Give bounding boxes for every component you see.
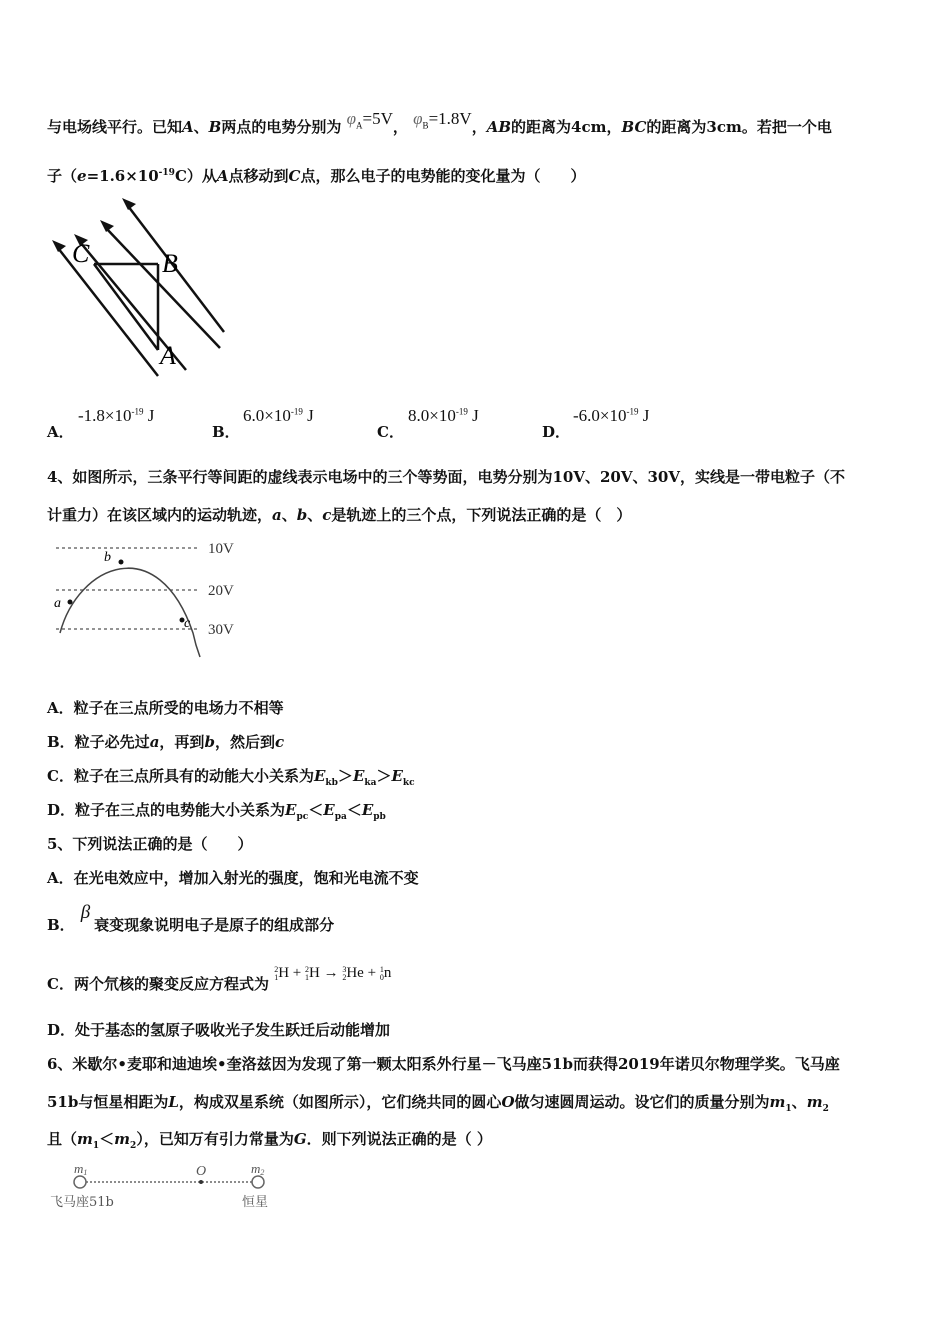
equipotential-figure	[48, 535, 248, 660]
electric-field-figure	[48, 198, 233, 380]
q5-stem: 5、下列说法正确的是（ ）	[47, 835, 253, 853]
q6-stem-line2: 51b与恒星相距为L，构成双星系统（如图所示），它们绕共同的圆心O做匀速圆周运动。设它们的质量分别为$m_1$、$m_2$	[47, 1093, 829, 1114]
q4-option-c[interactable]: C．粒子在三点所具有的动能大小关系为$E_{kb}>E_{ka}>E_{kc}$	[47, 767, 415, 788]
label-b: b	[104, 550, 111, 565]
q4-option-b[interactable]: B．粒子必先过a，再到b，然后到c	[47, 733, 285, 751]
star-m2	[252, 1176, 264, 1188]
label-c: C	[72, 239, 90, 268]
label-m1: m1	[74, 1161, 88, 1177]
q4-stem-line2: 计重力）在该区域内的运动轨迹，a、b、c是轨迹上的三个点，下列说法正确的是（ ）	[47, 506, 632, 524]
label-star: 恒星	[242, 1195, 269, 1210]
label-30v: 30V	[208, 622, 234, 638]
q5-option-d[interactable]: D．处于基态的氢原子吸收光子发生跃迁后动能增加	[47, 1021, 391, 1039]
beta-symbol: β	[80, 902, 91, 923]
q3-option-a-value[interactable]: $-1.8\times 10^{-19}$ J	[78, 406, 155, 425]
particle-trajectory	[60, 568, 200, 657]
label-c: c	[184, 616, 191, 631]
q3-option-b-letter[interactable]: B．	[212, 423, 240, 441]
q4-option-d[interactable]: D．粒子在三点的电势能大小关系为$E_{pc}<E_{pa}<E_{pb}$	[47, 801, 386, 822]
q3-option-c-value[interactable]: $8.0\times 10^{-19}$ J	[408, 406, 479, 425]
q3-option-a-letter[interactable]: A．	[47, 423, 74, 441]
phi-b-expression: $\varphi_B=1.8V$	[413, 109, 472, 131]
q3-stem-line1: 与电场线平行。已知A、B两点的电势分别为 $\varphi_A=5V$， $\varphi_B=1.8V$，AB的距离为4cm，BC的距离为3cm。若把一个电	[47, 109, 832, 136]
label-a: A	[160, 341, 176, 370]
arrowhead	[52, 240, 66, 252]
label-20v: 20V	[208, 583, 234, 599]
center-o	[199, 1180, 203, 1184]
label-a: a	[54, 596, 61, 611]
arrowhead	[122, 198, 136, 210]
arrowhead	[100, 220, 114, 232]
q3-option-d-value[interactable]: $-6.0\times 10^{-19}$ J	[573, 406, 650, 425]
point-b	[119, 560, 124, 565]
q5-option-c[interactable]: C．两个氘核的聚变反应方程式为 2 1H + 2 1H → 3 2He + 1 0n	[47, 964, 392, 993]
q3-option-b-value[interactable]: $6.0\times 10^{-19}$ J	[243, 406, 314, 425]
q6-stem-line3: 且$(m_1<m_2)$，已知万有引力常量为G．则下列说法正确的是（ ）	[47, 1130, 492, 1151]
q3-option-c-letter[interactable]: C．	[377, 423, 404, 441]
q3-option-d-letter[interactable]: D．	[542, 423, 571, 441]
q5-option-a[interactable]: A．在光电效应中，增加入射光的强度，饱和光电流不变	[47, 869, 419, 887]
label-o: O	[196, 1164, 207, 1179]
q4-stem-line1: 4、如图所示，三条平行等间距的虚线表示电场中的三个等势面，电势分别为10V、20V、30V，实线是一带电粒子（不	[47, 468, 845, 486]
q3-stem-line2: 子$(e=1.6\times 10^{-19}C)$从A点移动到C点，那么电子的电势能的变化量为（ ）	[47, 167, 586, 185]
binary-star-figure	[48, 1158, 288, 1214]
point-a	[68, 600, 73, 605]
phi-a-expression: $\varphi_A=5V$	[346, 109, 393, 131]
label-b: B	[162, 249, 178, 278]
q5-option-b[interactable]: B．β衰变现象说明电子是原子的组成部分	[47, 902, 335, 934]
label-m2: m2	[251, 1161, 265, 1177]
label-planet: 飞马座51b	[50, 1195, 114, 1210]
fusion-equation: 2 1H + 2 1H → 3 2He + 1 0n	[274, 964, 392, 982]
planet-m1	[74, 1176, 86, 1188]
q4-option-a[interactable]: A．粒子在三点所受的电场力不相等	[47, 699, 284, 717]
q6-stem-line1: 6、米歇尔•麦耶和迪迪埃•奎洛兹因为发现了第一颗太阳系外行星－飞马座51b而获得2019年诺贝尔物理学奖。飞马座	[47, 1055, 840, 1073]
label-10v: 10V	[208, 541, 234, 557]
